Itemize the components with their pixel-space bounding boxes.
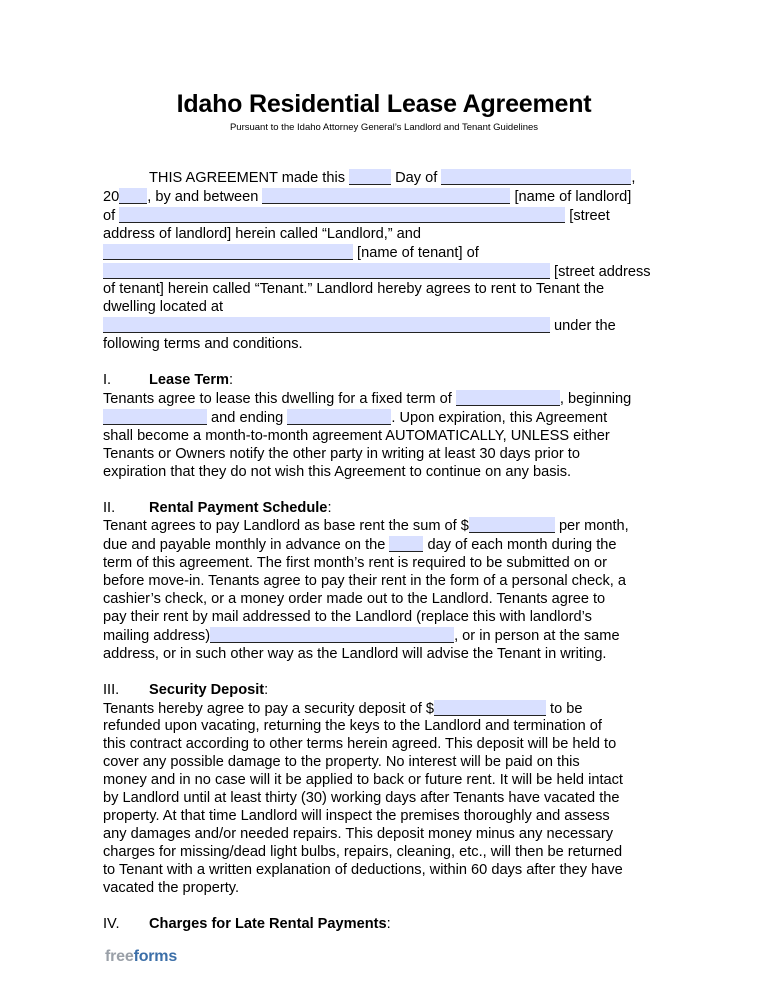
rent-due-day-field[interactable] bbox=[389, 536, 423, 552]
lease-end-field[interactable] bbox=[287, 409, 391, 425]
section-rental-payment bbox=[103, 500, 663, 664]
tenant-name-field[interactable] bbox=[103, 244, 353, 260]
lease-term-field[interactable] bbox=[456, 390, 560, 406]
intro-text: [street bbox=[565, 207, 610, 224]
section-number: II. bbox=[103, 499, 116, 516]
section-text: Tenants agree to lease this dwelling for a fixed term of bbox=[103, 390, 456, 407]
section-text: pay their rent by mail addressed to the Landlord (replace this with landlord’s bbox=[103, 608, 592, 625]
section-text: day of each month during the bbox=[423, 537, 617, 554]
section-text: term of this agreement. The first month’s rent is required to be submitted on or bbox=[103, 555, 607, 572]
lease-start-field[interactable] bbox=[103, 409, 207, 425]
section-text: Tenant agrees to pay Landlord as base rent the sum of $ bbox=[103, 518, 469, 535]
section-text: . Upon expiration, this Agreement bbox=[391, 409, 608, 426]
section-text: to be bbox=[546, 700, 583, 717]
intro-text: Day of bbox=[391, 170, 442, 186]
section-text: cashier’s check, or a money order made out to the Landlord. Tenants agree to bbox=[103, 591, 606, 608]
section-heading: Rental Payment Schedule bbox=[149, 499, 328, 516]
document-body bbox=[103, 169, 663, 933]
document-title: Idaho Residential Lease Agreement bbox=[176, 90, 592, 118]
security-deposit-field[interactable] bbox=[434, 700, 546, 716]
section-text: this contract according to other terms herein agreed. This deposit will be held to bbox=[103, 736, 617, 753]
section-text: due and payable monthly in advance on the bbox=[103, 537, 390, 554]
section-colon: : bbox=[386, 915, 391, 932]
intro-text: dwelling located at bbox=[103, 299, 224, 316]
dwelling-address-field[interactable] bbox=[103, 317, 550, 333]
section-text: Tenants or Owners notify the other party in writing at least 30 days prior to bbox=[103, 445, 580, 462]
agreement-month-field[interactable] bbox=[441, 169, 631, 185]
freeforms-logo[interactable] bbox=[105, 948, 177, 966]
section-colon: : bbox=[264, 681, 269, 698]
logo-text-free: free bbox=[105, 948, 134, 965]
intro-paragraph bbox=[103, 169, 663, 354]
section-lease-term bbox=[103, 372, 663, 481]
section-heading: Lease Term bbox=[149, 372, 230, 389]
section-number: IV. bbox=[103, 915, 120, 932]
landlord-address-field[interactable] bbox=[119, 207, 565, 223]
section-text: vacated the property. bbox=[103, 879, 240, 896]
intro-text: following terms and conditions. bbox=[103, 336, 303, 353]
section-text: any damages and/or needed repairs. This deposit money minus any necessary bbox=[103, 825, 613, 842]
section-text: before move-in. Tenants agree to pay their rent in the form of a personal check, a bbox=[103, 573, 626, 590]
section-heading: Charges for Late Rental Payments bbox=[149, 915, 387, 932]
section-security-deposit bbox=[103, 682, 663, 898]
monthly-rent-field[interactable] bbox=[469, 517, 555, 533]
intro-text: of bbox=[103, 207, 120, 224]
intro-text: of tenant] herein called “Tenant.” Landlord hereby agrees to rent to Tenant the bbox=[103, 281, 605, 298]
section-text: refunded upon vacating, returning the keys to the Landlord and termination of bbox=[103, 718, 602, 735]
section-text: to Tenant with a written explanation of deductions, within 60 days after they have bbox=[103, 861, 623, 878]
section-text: per month, bbox=[554, 518, 629, 535]
section-text: mailing address) bbox=[103, 627, 211, 644]
intro-text: [name of landlord] bbox=[510, 188, 632, 205]
section-text: address, or in such other way as the Landlord will advise the Tenant in writing. bbox=[103, 645, 607, 662]
section-text: money and in no case will it be applied to back or future rent. It will be held intact bbox=[103, 772, 623, 789]
section-text: and ending bbox=[207, 409, 288, 426]
agreement-year-field[interactable] bbox=[119, 188, 147, 204]
section-text: , beginning bbox=[559, 390, 632, 407]
section-text: charges for missing/dead light bulbs, repairs, cleaning, etc., will then be returned bbox=[103, 843, 623, 860]
section-text: , or in person at the same bbox=[454, 627, 620, 644]
section-text: by Landlord until at least thirty (30) working days after Tenants have vacated the bbox=[103, 790, 620, 807]
section-text: Tenants hereby agree to pay a security deposit of $ bbox=[103, 700, 434, 717]
document-subtitle: Pursuant to the Idaho Attorney General’s Landlord and Tenant Guidelines bbox=[229, 122, 539, 133]
section-late-charges bbox=[103, 916, 663, 934]
section-text: shall become a month-to-month agreement AUTOMATICALLY, UNLESS either bbox=[103, 427, 610, 444]
intro-text: 20 bbox=[103, 188, 120, 205]
landlord-name-field[interactable] bbox=[262, 188, 510, 204]
section-colon: : bbox=[327, 499, 332, 516]
intro-text: , bbox=[631, 170, 636, 186]
intro-text: THIS AGREEMENT made this bbox=[149, 170, 350, 186]
section-text: cover any possible damage to the property. No interest will be paid on this bbox=[103, 754, 580, 771]
section-text: expiration that they do not wish this Agreement to continue on any basis. bbox=[103, 463, 572, 480]
section-number: I. bbox=[103, 372, 112, 389]
intro-text: address of landlord] herein called “Landlord,” and bbox=[103, 225, 422, 242]
landlord-mailing-address-field[interactable] bbox=[210, 627, 454, 643]
intro-text: under the bbox=[550, 318, 616, 335]
tenant-address-field[interactable] bbox=[103, 263, 550, 279]
section-number: III. bbox=[103, 681, 120, 698]
section-text: property. At that time Landlord will inspect the premises thoroughly and assess bbox=[103, 808, 610, 824]
intro-text: , by and between bbox=[147, 188, 263, 205]
section-heading: Security Deposit bbox=[149, 681, 265, 698]
intro-text: [street address bbox=[550, 263, 651, 280]
section-colon: : bbox=[229, 372, 234, 389]
logo-text-forms: forms bbox=[133, 948, 178, 965]
intro-text: [name of tenant] of bbox=[353, 244, 479, 261]
agreement-day-field[interactable] bbox=[349, 169, 391, 185]
